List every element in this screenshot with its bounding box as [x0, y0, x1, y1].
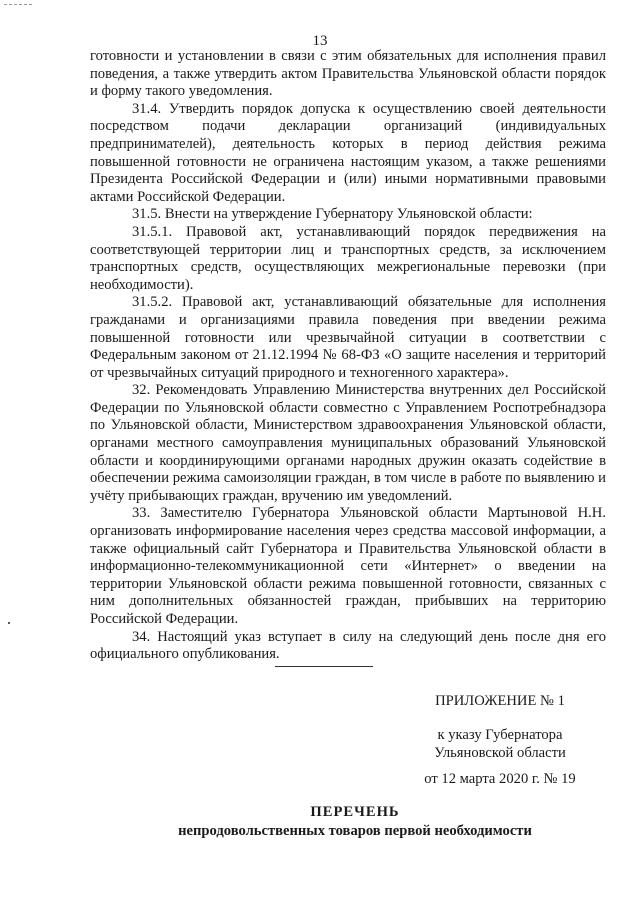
scan-artifact	[4, 4, 32, 5]
paragraph-31-5-2: 31.5.2. Правовой акт, устанавливающий обязательные для исполнения гражданами и организациями правила поведения при введении режима повышенной готовности или чрезвычайной ситуации в соответствии с Федеральным законом от 21.12.1994 № 68-ФЗ «О защите населения и территорий от чрезвычайных ситуаций природного и техногенного характера».	[90, 294, 606, 381]
paragraph-33: 33. Заместителю Губернатора Ульяновской области Мартыновой Н.Н. организовать информирование населения через средства массовой информации, а также официальный сайт Губернатора и Правительства Ульяновской области в информационно-телекоммуникационной сети «Интернет» о введении на территории Ульяновской области режима повышенной готовности, связанных с ним дополнительных обязанностей граждан, прибывших на территорию Российской Федерации.	[90, 505, 606, 627]
appendix-date: от 12 марта 2020 г. № 19	[424, 771, 576, 787]
appendix-title: ПРИЛОЖЕНИЕ № 1	[435, 693, 565, 709]
paragraph-31-4: 31.4. Утвердить порядок допуска к осуществлению своей деятельности посредством подачи декларации организаций (индивидуальных предпринимателей), деятельность которых в период действия режима повышенной готовности не ограничена настоящим указом, а также решениями Президента Российской Федерации и (или) иными нормативными правовыми актами Российской Федерации.	[90, 100, 606, 205]
paragraph-continuation: готовности и установлении в связи с этим обязательных для исполнения правил поведения, а также утвердить актом Правительства Ульяновской области порядок и форму такого уведомления.	[90, 48, 606, 100]
list-subtitle: непродовольственных товаров первой необходимости	[178, 823, 532, 839]
separator-line	[275, 666, 373, 667]
appendix-reference-line1: к указу Губернатора	[437, 727, 563, 743]
appendix-reference-line2: Ульяновской области	[434, 744, 566, 761]
list-title: ПЕРЕЧЕНЬ	[310, 804, 400, 820]
decree-body	[90, 48, 606, 664]
paragraph-31-5: 31.5. Внести на утверждение Губернатору Ульяновской области:	[132, 206, 533, 223]
paragraph-34: 34. Настоящий указ вступает в силу на следующий день после дня его официального опубликования.	[90, 628, 606, 663]
paragraph-32: 32. Рекомендовать Управлению Министерства внутренних дел Российской Федерации по Ульяновской области совместно с Управлением Роспотребнадзора по Ульяновской области, Министерством здравоохранения Ульяновской области, органами местного самоуправления муниципальных образований Ульяновской области и координирующими органами народных дружин оказать содействие в обеспечении режима самоизоляции граждан, в том числе в работе по выявлению и учёту прибывающих граждан, вручению им уведомлений.	[90, 382, 606, 504]
appendix-reference	[380, 727, 620, 762]
scan-dot	[8, 622, 10, 624]
paragraph-31-5-1: 31.5.1. Правовой акт, устанавливающий порядок передвижения на соответствующей территории лиц и транспортных средств, за исключением транспортных средств, осуществляющих межрегиональные перевозки (при необходимости).	[90, 223, 606, 293]
page-number: 13	[312, 33, 328, 49]
